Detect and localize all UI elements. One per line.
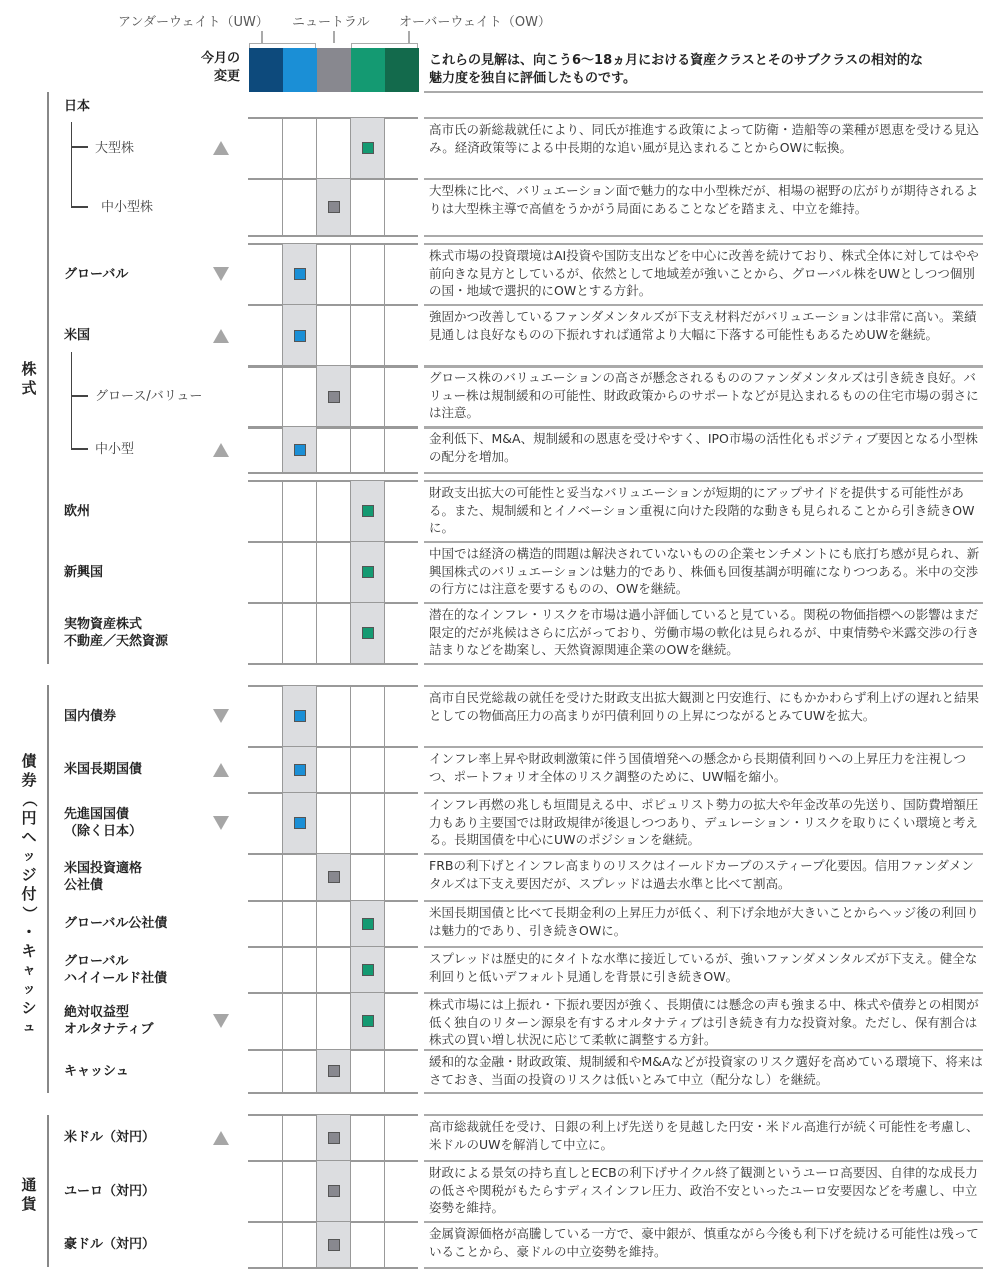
tree-connector bbox=[71, 122, 72, 207]
row-label: 米ドル（対円） bbox=[64, 1130, 156, 1145]
rating-grid-row bbox=[248, 244, 418, 304]
desc-divider bbox=[424, 1221, 983, 1223]
rating-cell-strong-UW bbox=[248, 1161, 282, 1221]
rating-cell-neutral bbox=[316, 366, 350, 427]
rating-cell-OW bbox=[350, 993, 384, 1049]
rating-cell-neutral bbox=[316, 1161, 350, 1221]
arrow-up-icon bbox=[213, 329, 229, 343]
grid-divider bbox=[248, 1092, 418, 1094]
arrow-up-icon bbox=[213, 141, 229, 155]
rating-grid-row bbox=[248, 993, 418, 1049]
desc-divider bbox=[424, 792, 983, 794]
rating-grid-row bbox=[248, 179, 418, 235]
arrow-down-icon bbox=[213, 816, 229, 830]
rating-cell-UW bbox=[282, 747, 316, 792]
tree-connector bbox=[71, 352, 72, 449]
legend-ow-label: オーバーウェイト（OW） bbox=[399, 15, 551, 30]
rating-cell-OW bbox=[350, 686, 384, 746]
rating-cell-OW bbox=[350, 305, 384, 366]
rating-cell-UW bbox=[282, 481, 316, 541]
rating-grid-row bbox=[248, 427, 418, 472]
rating-cell-strong-OW bbox=[384, 1161, 418, 1221]
rating-grid-row bbox=[248, 901, 418, 946]
rating-cell-UW bbox=[282, 179, 316, 235]
swatch-strong-ow bbox=[385, 48, 419, 92]
row-description: 大型株に比べ、バリュエーション面で魅力的な中小型株だが、相場の裾野の広がりが期待されるよりは大型株主導で高値をうかがう局面にあることなどを踏まえ、中立を維持。 bbox=[429, 183, 979, 216]
rating-cell-strong-OW bbox=[384, 542, 418, 602]
row-description: 米国長期国債と比べて長期金利の上昇圧力が低く、利下げ余地が大きいことからヘッジ後の利回りは魅力的であり、引き続きOWに。 bbox=[429, 905, 979, 938]
rating-marker bbox=[294, 764, 306, 776]
row-description: FRBの利下げとインフレ高まりのリスクはイールドカーブのスティープ化要因。信用ファンダメンタルズは下支え要因だが、スプレッドは過去水準と比べて割高。 bbox=[429, 858, 974, 891]
row-description: 緩和的な金融・財政政策、規制緩和やM&Aなどが投資家のリスク選好を高めている環境下、将来はさておき、当面の投資のリスクは低いとみて中立（配分なし）を継続。 bbox=[429, 1054, 983, 1087]
grid-divider bbox=[248, 663, 418, 665]
rating-cell-OW bbox=[350, 603, 384, 663]
rating-cell-strong-UW bbox=[248, 854, 282, 900]
rating-cell-OW bbox=[350, 901, 384, 946]
desc-divider bbox=[424, 685, 983, 687]
rating-cell-neutral bbox=[316, 603, 350, 663]
row-label: 中小型 bbox=[95, 442, 135, 457]
rating-cell-neutral bbox=[316, 793, 350, 853]
rating-cell-neutral bbox=[316, 542, 350, 602]
rating-marker bbox=[362, 918, 374, 930]
rating-cell-OW bbox=[350, 854, 384, 900]
rating-grid-row bbox=[248, 1161, 418, 1221]
rating-cell-strong-OW bbox=[384, 1115, 418, 1160]
rating-cell-strong-OW bbox=[384, 993, 418, 1049]
rating-grid-row bbox=[248, 686, 418, 746]
rating-cell-UW bbox=[282, 244, 316, 304]
rating-cell-strong-UW bbox=[248, 366, 282, 427]
rating-grid-row bbox=[248, 305, 418, 366]
rating-marker bbox=[328, 1185, 340, 1197]
desc-divider bbox=[424, 480, 983, 482]
rating-marker bbox=[362, 142, 374, 154]
rating-grid-row bbox=[248, 1222, 418, 1267]
legend-uw-tick bbox=[261, 31, 263, 43]
rating-cell-strong-UW bbox=[248, 244, 282, 304]
desc-divider bbox=[424, 900, 983, 902]
row-description: 中国では経済の構造的問題は解決されていないものの企業センチメントにも底打ち感が見られ、新興国株式のバリュエーションは魅力的であり、株価も回復基調が明確になりつつある。米中の交渉の行方には注意を要するものの、OWを継続。 bbox=[429, 546, 980, 596]
row-description: 高市氏の新総裁就任により、同氏が推進する政策によって防衛・造船等の業種が恩恵を受ける見込み。経済政策等による中長期的な追い風が見込まれることからOWに転換。 bbox=[429, 122, 980, 155]
row-description: 高市自民党総裁の就任を受けた財政支出拡大観測と円安進行、にもかかわらず利上げの遅れと結果としての物価高圧力の高まりが円債利回りの上昇につながるとみてUWを拡大。 bbox=[429, 690, 980, 723]
row-label: 米国投資適格 公社債 bbox=[64, 861, 143, 893]
rating-cell-strong-OW bbox=[384, 179, 418, 235]
rating-cell-OW bbox=[350, 1050, 384, 1092]
rating-marker bbox=[362, 964, 374, 976]
desc-divider bbox=[424, 178, 983, 180]
rating-cell-UW bbox=[282, 1050, 316, 1092]
desc-divider bbox=[424, 365, 983, 367]
swatch-strong-uw bbox=[249, 48, 283, 92]
rating-cell-strong-OW bbox=[384, 747, 418, 792]
rating-cell-OW bbox=[350, 747, 384, 792]
desc-divider bbox=[424, 992, 983, 994]
row-description: スプレッドは歴史的にタイトな水準に接近しているが、強いファンダメンタルズが下支え。健全な利回りと低いデフォルト見通しを背景に引き続きOW。 bbox=[429, 951, 978, 984]
rating-marker bbox=[362, 505, 374, 517]
row-label: 実物資産株式 不動産／天然資源 bbox=[64, 617, 169, 649]
rating-cell-strong-OW bbox=[384, 244, 418, 304]
rating-cell-UW bbox=[282, 1161, 316, 1221]
rating-grid-row bbox=[248, 542, 418, 602]
rating-marker bbox=[328, 201, 340, 213]
rating-cell-UW bbox=[282, 947, 316, 992]
rating-cell-UW bbox=[282, 686, 316, 746]
rating-cell-neutral bbox=[316, 427, 350, 472]
row-label: グローバル公社債 bbox=[64, 916, 168, 931]
change-column-header: 今月の 変更 bbox=[200, 51, 240, 84]
rating-cell-neutral bbox=[316, 686, 350, 746]
rating-cell-strong-UW bbox=[248, 1222, 282, 1267]
rating-marker bbox=[294, 444, 306, 456]
row-label: 米国 bbox=[64, 328, 91, 343]
rating-cell-strong-UW bbox=[248, 1115, 282, 1160]
row-description: グロース株のバリュエーションの高さが懸念されるもののファンダメンタルズは引き続き良好。バリュー株は規制緩和の可能性、財政政策からのサポートなどが見込まれるものの住宅市場の弱さには注意。 bbox=[429, 370, 979, 420]
rating-grid-row bbox=[248, 1050, 418, 1092]
desc-divider bbox=[424, 1114, 983, 1116]
tree-branch bbox=[71, 395, 88, 397]
desc-divider bbox=[424, 746, 983, 748]
desc-divider bbox=[424, 602, 983, 604]
rating-cell-neutral bbox=[316, 1115, 350, 1160]
rating-cell-neutral bbox=[316, 947, 350, 992]
rating-cell-OW bbox=[350, 427, 384, 472]
desc-divider bbox=[424, 1049, 983, 1051]
rating-cell-strong-UW bbox=[248, 179, 282, 235]
row-label: 絶対収益型 オルタナティブ bbox=[64, 1005, 154, 1037]
row-description: 財政支出拡大の可能性と妥当なバリュエーションが短期的にアップサイドを提供する可能性がある。また、規制緩和とイノベーション重視に向けた段階的な動きも見られることから引き続きOWに。 bbox=[429, 485, 975, 535]
row-description: 財政による景気の持ち直しとECBの利下げサイクル終了観測というユーロ高要因、自律的な成長力の低さや関税がもたらすディスインフレ圧力、政治不安といったユーロ安要因などを考慮し、中立姿勢を維持。 bbox=[429, 1165, 978, 1215]
rating-grid-row bbox=[248, 118, 418, 178]
row-label: 大型株 bbox=[95, 140, 135, 156]
rating-cell-strong-UW bbox=[248, 993, 282, 1049]
rating-cell-strong-OW bbox=[384, 366, 418, 427]
rating-cell-UW bbox=[282, 1115, 316, 1160]
row-label: 豪ドル（対円） bbox=[64, 1237, 156, 1252]
rating-cell-strong-OW bbox=[384, 481, 418, 541]
row-description: 潜在的なインフレ・リスクを市場は過小評価していると見ている。関税の物価指標への影響はまだ限定的だが兆候はさらに広がっており、労働市場の軟化は見られるが、中東情勢や米露交渉の行き詰まりなどを勘案し、天然資源関連企業のOWを継続。 bbox=[429, 607, 980, 657]
rating-grid-row bbox=[248, 481, 418, 541]
rating-cell-strong-OW bbox=[384, 1222, 418, 1267]
rating-marker bbox=[362, 566, 374, 578]
legend-neutral-tick bbox=[333, 31, 335, 43]
rating-cell-strong-OW bbox=[384, 901, 418, 946]
rating-cell-strong-UW bbox=[248, 427, 282, 472]
row-description: インフレ率上昇や財政刺激策に伴う国債増発への懸念から長期債利回りへの上昇圧力を注視しつつ、ポートフォリオ全体のリスク調整のために、UW幅を縮小。 bbox=[429, 751, 967, 784]
row-label: 先進国国債 （除く日本） bbox=[64, 807, 143, 839]
rating-cell-strong-UW bbox=[248, 793, 282, 853]
rating-marker bbox=[328, 1065, 340, 1077]
rating-marker bbox=[294, 710, 306, 722]
grid-divider bbox=[248, 235, 418, 237]
rating-marker bbox=[328, 391, 340, 403]
desc-divider bbox=[424, 235, 983, 237]
rating-cell-neutral bbox=[316, 118, 350, 178]
rating-cell-strong-UW bbox=[248, 481, 282, 541]
legend-uw-label: アンダーウェイト（UW） bbox=[118, 15, 269, 30]
rating-cell-strong-OW bbox=[384, 427, 418, 472]
arrow-down-icon bbox=[213, 1014, 229, 1028]
rating-cell-neutral bbox=[316, 1222, 350, 1267]
rating-marker bbox=[362, 627, 374, 639]
tree-branch bbox=[71, 146, 88, 148]
rating-cell-UW bbox=[282, 305, 316, 366]
rating-cell-UW bbox=[282, 793, 316, 853]
rating-grid-row bbox=[248, 366, 418, 427]
rating-cell-OW bbox=[350, 1161, 384, 1221]
grid-divider bbox=[248, 1267, 418, 1269]
row-description: 金利低下、M&A、規制緩和の恩恵を受けやすく、IPO市場の活性化もポジティブ要因となる小型株の配分を増加。 bbox=[429, 431, 978, 464]
rating-cell-UW bbox=[282, 427, 316, 472]
rating-marker bbox=[294, 268, 306, 280]
row-label: 新興国 bbox=[64, 564, 104, 580]
rating-cell-strong-OW bbox=[384, 1050, 418, 1092]
row-label: 米国長期国債 bbox=[64, 762, 143, 777]
rating-cell-OW bbox=[350, 1115, 384, 1160]
rating-cell-strong-OW bbox=[384, 686, 418, 746]
rating-cell-strong-OW bbox=[384, 947, 418, 992]
rating-cell-OW bbox=[350, 244, 384, 304]
rating-cell-strong-UW bbox=[248, 747, 282, 792]
rating-cell-UW bbox=[282, 901, 316, 946]
rating-cell-strong-OW bbox=[384, 793, 418, 853]
rating-cell-neutral bbox=[316, 481, 350, 541]
rating-cell-strong-UW bbox=[248, 603, 282, 663]
rating-cell-neutral bbox=[316, 747, 350, 792]
legend-neutral-label: ニュートラル bbox=[292, 15, 370, 30]
rating-cell-OW bbox=[350, 481, 384, 541]
row-label: 欧州 bbox=[64, 503, 91, 519]
desc-divider bbox=[424, 946, 983, 948]
rating-cell-strong-OW bbox=[384, 118, 418, 178]
desc-divider bbox=[424, 304, 983, 306]
rating-grid-row bbox=[248, 603, 418, 663]
row-description: 強固かつ改善しているファンダメンタルズが下支え材料だがバリュエーションは非常に高い。業績見通しは良好なものの下振れすれば通常より大幅に下落する可能性もあるためUWを継続。 bbox=[429, 309, 977, 342]
rating-cell-strong-UW bbox=[248, 1050, 282, 1092]
desc-divider bbox=[424, 541, 983, 543]
rating-marker bbox=[328, 871, 340, 883]
legend-ow-tick bbox=[408, 31, 410, 43]
row-label: グローバル bbox=[64, 266, 129, 282]
row-description: 株式市場には上振れ・下振れ要因が強く、長期債には懸念の声も強まる中、株式や債券との相関が低く独自のリターン源泉を有するオルタナティブは引き続き有力な投資対象。ただし、保有割合は株式の買い増し状況に応じて柔軟に調整する方針。 bbox=[429, 997, 979, 1047]
arrow-up-icon bbox=[213, 1131, 229, 1145]
swatch-neutral bbox=[317, 48, 351, 92]
group-header-japan: 日本 bbox=[64, 99, 91, 114]
section-label-currency: 通 貨 bbox=[21, 1176, 37, 1213]
desc-divider bbox=[424, 853, 983, 855]
arrow-up-icon bbox=[213, 763, 229, 777]
row-label: 国内債券 bbox=[64, 708, 117, 724]
row-description: 株式市場の投資環境はAI投資や国防支出などを中心に改善を続けており、株式全体に対してはやや前向きな見方としているが、依然として地域差が強いことから、グローバル株をUWとしつつ個別の国・地域で選択的にOWとする方針。 bbox=[429, 248, 979, 298]
section-bar-equity bbox=[47, 92, 49, 664]
rating-grid-row bbox=[248, 854, 418, 900]
rating-cell-OW bbox=[350, 118, 384, 178]
rating-cell-UW bbox=[282, 993, 316, 1049]
arrow-down-icon bbox=[213, 709, 229, 723]
row-description: インフレ再燃の兆しも垣間見える中、ポピュリスト勢力の拡大や年金改革の先送り、国防費増額圧力もあり主要国では財政規律が後退しつつあり、デュレーション・リスクを取りにくい環境と考える。長期国債を中心にUWのポジションを継続。 bbox=[429, 797, 979, 847]
grid-divider bbox=[248, 472, 418, 474]
rating-cell-OW bbox=[350, 366, 384, 427]
desc-divider bbox=[424, 426, 983, 428]
desc-divider bbox=[424, 117, 983, 119]
arrow-down-icon bbox=[213, 267, 229, 281]
rating-cell-OW bbox=[350, 179, 384, 235]
rating-cell-neutral bbox=[316, 901, 350, 946]
rating-cell-strong-OW bbox=[384, 603, 418, 663]
rating-cell-UW bbox=[282, 118, 316, 178]
divider bbox=[424, 91, 983, 93]
tree-branch bbox=[71, 206, 88, 208]
rating-cell-UW bbox=[282, 854, 316, 900]
rating-cell-neutral bbox=[316, 305, 350, 366]
rating-cell-neutral bbox=[316, 1050, 350, 1092]
rating-cell-strong-OW bbox=[384, 305, 418, 366]
row-label: グローバル ハイイールド社債 bbox=[64, 953, 168, 986]
rating-cell-strong-UW bbox=[248, 305, 282, 366]
rating-grid-row bbox=[248, 1115, 418, 1160]
rating-marker bbox=[362, 1015, 374, 1027]
rating-cell-OW bbox=[350, 542, 384, 602]
rating-marker bbox=[328, 1132, 340, 1144]
row-label: キャッシュ bbox=[64, 1063, 129, 1079]
intro-text: これらの見解は、向こう6～18ヵ月における資産クラスとそのサブクラスの相対的な 魅力度を独自に評価したものです。 bbox=[429, 53, 923, 86]
row-label: グロース/バリュー bbox=[95, 389, 203, 404]
rating-cell-neutral bbox=[316, 244, 350, 304]
row-label: ユーロ（対円） bbox=[64, 1183, 156, 1199]
rating-cell-UW bbox=[282, 1222, 316, 1267]
tree-branch bbox=[71, 448, 88, 450]
rating-cell-strong-OW bbox=[384, 854, 418, 900]
section-label-bonds: 債 券 （ 円 ヘ ッ ジ 付 ） ・ キ ャ ッ シ ュ bbox=[20, 752, 39, 1035]
desc-divider bbox=[424, 1160, 983, 1162]
section-bar-bonds bbox=[47, 685, 49, 1093]
rating-grid-row bbox=[248, 947, 418, 992]
section-label-equity: 株 式 bbox=[21, 360, 37, 397]
desc-divider bbox=[424, 472, 983, 474]
swatch-ow bbox=[351, 48, 385, 92]
rating-grid-row bbox=[248, 747, 418, 792]
rating-cell-strong-UW bbox=[248, 686, 282, 746]
rating-cell-neutral bbox=[316, 179, 350, 235]
rating-cell-UW bbox=[282, 366, 316, 427]
rating-cell-strong-UW bbox=[248, 947, 282, 992]
rating-cell-neutral bbox=[316, 854, 350, 900]
rating-cell-UW bbox=[282, 542, 316, 602]
row-label: 中小型株 bbox=[101, 199, 154, 215]
rating-cell-strong-UW bbox=[248, 118, 282, 178]
row-description: 金属資源価格が高騰している一方で、豪中銀が、慎重ながら今後も利下げを続ける可能性は残っていることから、豪ドルの中立姿勢を維持。 bbox=[429, 1226, 979, 1259]
rating-grid-row bbox=[248, 793, 418, 853]
rating-cell-OW bbox=[350, 947, 384, 992]
section-bar-currency bbox=[47, 1115, 49, 1267]
row-description: 高市総裁就任を受け、日銀の利上げ先送りを見越した円安・米ドル高進行が続く可能性を考慮し、米ドルのUWを解消して中立に。 bbox=[429, 1119, 979, 1152]
desc-divider bbox=[424, 663, 983, 665]
rating-marker bbox=[294, 330, 306, 342]
swatch-uw bbox=[283, 48, 317, 92]
rating-cell-OW bbox=[350, 793, 384, 853]
rating-cell-UW bbox=[282, 603, 316, 663]
desc-divider bbox=[424, 1092, 983, 1094]
rating-cell-neutral bbox=[316, 993, 350, 1049]
arrow-up-icon bbox=[213, 443, 229, 457]
rating-cell-strong-UW bbox=[248, 542, 282, 602]
rating-cell-OW bbox=[350, 1222, 384, 1267]
rating-cell-strong-UW bbox=[248, 901, 282, 946]
desc-divider bbox=[424, 1267, 983, 1269]
rating-marker bbox=[294, 817, 306, 829]
rating-marker bbox=[328, 1239, 340, 1251]
desc-divider bbox=[424, 243, 983, 245]
